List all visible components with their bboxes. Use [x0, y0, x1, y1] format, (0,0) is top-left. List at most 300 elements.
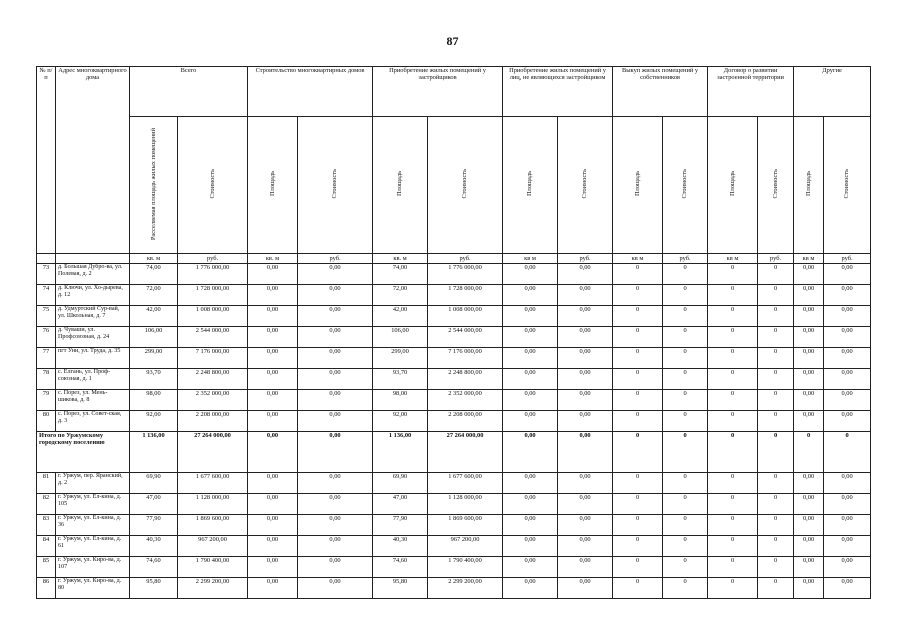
subheader-area: Площадь: [248, 117, 298, 254]
row-value: 0: [708, 285, 758, 306]
row-value: 0,00: [794, 557, 824, 578]
subheader-cost: Стоимость: [663, 117, 708, 254]
row-value: 0: [758, 390, 794, 411]
row-value: 0: [663, 327, 708, 348]
row-value: 0: [663, 369, 708, 390]
row-value: 0,00: [503, 306, 558, 327]
row-value: 27 264 000,00: [428, 432, 503, 473]
row-value: 0: [613, 536, 663, 557]
row-value: 0: [663, 473, 708, 494]
row-address: г. Уржум, ул. Киро-ва, д. 80: [56, 578, 130, 599]
row-value: 0: [708, 327, 758, 348]
subheader-cost: Стоимость: [558, 117, 613, 254]
row-value: 0,00: [248, 557, 298, 578]
row-value: 1 776 000,00: [428, 264, 503, 285]
row-value: 0,00: [824, 348, 871, 369]
row-value: 0,00: [824, 536, 871, 557]
row-value: 1 869 600,00: [428, 515, 503, 536]
row-value: 0,00: [824, 264, 871, 285]
unit-cell-empty: [56, 254, 130, 264]
row-value: 0,00: [558, 390, 613, 411]
row-value: 92,00: [373, 411, 428, 432]
total-label: Итого по Уржумскому городскому поселению: [37, 432, 130, 473]
row-value: 0: [758, 578, 794, 599]
row-value: 47,00: [130, 494, 178, 515]
row-value: 0: [663, 411, 708, 432]
row-value: 74,60: [373, 557, 428, 578]
unit-rub: руб.: [178, 254, 248, 264]
unit-rub: руб.: [298, 254, 373, 264]
row-value: 967 200,00: [428, 536, 503, 557]
row-address: г. Уржум, ул. Киро-ва, д. 107: [56, 557, 130, 578]
row-value: 0,00: [298, 473, 373, 494]
row-value: 0: [708, 411, 758, 432]
row-value: 0: [758, 432, 794, 473]
row-value: 0: [613, 369, 663, 390]
row-value: 0,00: [503, 390, 558, 411]
row-value: 0: [708, 536, 758, 557]
row-number: 79: [37, 390, 56, 411]
unit-rub: руб.: [824, 254, 871, 264]
row-value: 0,00: [824, 285, 871, 306]
row-value: 0,00: [794, 536, 824, 557]
row-value: 72,00: [373, 285, 428, 306]
row-value: 0: [663, 494, 708, 515]
row-value: 0,00: [558, 515, 613, 536]
row-value: 0,00: [824, 578, 871, 599]
row-value: 0: [663, 536, 708, 557]
row-value: 27 264 000,00: [178, 432, 248, 473]
unit-rub: руб.: [758, 254, 794, 264]
row-value: 77,90: [373, 515, 428, 536]
subheader-area: Площадь: [613, 117, 663, 254]
row-value: 42,00: [130, 306, 178, 327]
row-value: 0,00: [298, 578, 373, 599]
row-value: 0: [613, 578, 663, 599]
row-value: 0,00: [298, 515, 373, 536]
row-value: 1 128 000,00: [428, 494, 503, 515]
row-value: 0,00: [503, 264, 558, 285]
row-value: 1 869 600,00: [178, 515, 248, 536]
row-address: с. Порез, ул. Мень-шикова, д. 8: [56, 390, 130, 411]
row-number: 82: [37, 494, 56, 515]
row-value: 0,00: [558, 306, 613, 327]
unit-area: кв м: [708, 254, 758, 264]
row-value: 95,80: [130, 578, 178, 599]
table-row: [37, 536, 871, 557]
resettlement-table: [36, 66, 871, 599]
row-value: 1 790 400,00: [428, 557, 503, 578]
row-value: 0,00: [824, 557, 871, 578]
row-value: 0,00: [558, 473, 613, 494]
resettlement-table-container: [36, 66, 870, 599]
header-group-total: Всего: [130, 67, 248, 117]
row-value: 0,00: [824, 306, 871, 327]
header-address: Адрес многоквартирного дома: [56, 67, 130, 254]
unit-area: кв м: [503, 254, 558, 264]
row-value: 2 299 200,00: [428, 578, 503, 599]
row-value: 95,80: [373, 578, 428, 599]
row-value: 0: [758, 536, 794, 557]
row-value: 0: [824, 432, 871, 473]
row-value: 967 200,00: [178, 536, 248, 557]
row-value: 2 352 000,00: [428, 390, 503, 411]
table-row: [37, 473, 871, 494]
unit-area: кв. м: [373, 254, 428, 264]
row-value: 0,00: [248, 369, 298, 390]
row-value: 0: [663, 348, 708, 369]
row-number: 76: [37, 327, 56, 348]
subheader-area: Площадь: [503, 117, 558, 254]
row-value: 0,00: [248, 578, 298, 599]
row-value: 0,00: [794, 390, 824, 411]
row-value: 0: [758, 285, 794, 306]
row-value: 1 677 600,00: [428, 473, 503, 494]
table-row: [37, 285, 871, 306]
row-number: 81: [37, 473, 56, 494]
row-value: 69,90: [130, 473, 178, 494]
subheader-area: Площадь: [794, 117, 824, 254]
row-value: 0,00: [794, 369, 824, 390]
row-value: 0: [758, 306, 794, 327]
row-value: 2 248 800,00: [428, 369, 503, 390]
row-value: 74,00: [130, 264, 178, 285]
row-value: 0,00: [794, 348, 824, 369]
row-value: 0,00: [794, 264, 824, 285]
unit-area: кв. м: [248, 254, 298, 264]
row-value: 0,00: [248, 411, 298, 432]
row-value: 0,00: [248, 264, 298, 285]
row-value: 0,00: [503, 536, 558, 557]
row-value: 0,00: [248, 473, 298, 494]
row-value: 106,00: [130, 327, 178, 348]
row-address: с. Елгань, ул. Проф-союзная, д. 1: [56, 369, 130, 390]
row-value: 0,00: [558, 432, 613, 473]
row-value: 0: [708, 432, 758, 473]
row-number: 73: [37, 264, 56, 285]
row-value: 0,00: [298, 411, 373, 432]
row-value: 0: [613, 515, 663, 536]
row-value: 0,00: [824, 390, 871, 411]
row-address: г. Уржум, ул. Ел-кина, д. 36: [56, 515, 130, 536]
row-value: 0,00: [503, 411, 558, 432]
row-address: пгт Уни, ул. Труда, д. 35: [56, 348, 130, 369]
row-value: 0,00: [558, 285, 613, 306]
row-value: 0: [613, 432, 663, 473]
row-value: 0: [758, 369, 794, 390]
table-row: [37, 306, 871, 327]
row-value: 0,00: [503, 578, 558, 599]
header-group-purchase-non-developers: Приобретение жилых помещений у лиц, не являющихся застройщиком: [503, 67, 613, 117]
row-value: 0,00: [298, 536, 373, 557]
row-value: 72,00: [130, 285, 178, 306]
row-value: 0,00: [794, 494, 824, 515]
row-value: 98,00: [130, 390, 178, 411]
row-value: 0,00: [248, 515, 298, 536]
row-value: 1 790 400,00: [178, 557, 248, 578]
row-value: 0,00: [298, 557, 373, 578]
row-value: 40,30: [130, 536, 178, 557]
row-value: 0,00: [503, 473, 558, 494]
row-value: 47,00: [373, 494, 428, 515]
row-address: г. Уржум, пер. Яранский, д. 2: [56, 473, 130, 494]
row-number: 80: [37, 411, 56, 432]
row-value: 40,30: [373, 536, 428, 557]
row-value: 0,00: [503, 285, 558, 306]
row-value: 0,00: [794, 578, 824, 599]
row-value: 299,00: [130, 348, 178, 369]
table-row: [37, 578, 871, 599]
row-value: 0: [758, 515, 794, 536]
row-value: 2 544 000,00: [178, 327, 248, 348]
row-value: 0: [708, 306, 758, 327]
row-address: г. Уржум, ул. Ел-кина, д. 105: [56, 494, 130, 515]
subheader-area: Площадь: [708, 117, 758, 254]
row-value: 0,00: [248, 494, 298, 515]
row-value: 0,00: [558, 557, 613, 578]
row-value: 0,00: [503, 348, 558, 369]
row-value: 1 128 000,00: [178, 494, 248, 515]
row-value: 0: [663, 390, 708, 411]
row-value: 0: [708, 473, 758, 494]
row-address: с. Порез, ул. Совет-ская, д. 3: [56, 411, 130, 432]
row-value: 0,00: [824, 411, 871, 432]
row-address: г. Уржум, ул. Ел-кина, д. 61: [56, 536, 130, 557]
table-body-section-b: [37, 473, 871, 599]
row-number: 83: [37, 515, 56, 536]
row-value: 2 544 000,00: [428, 327, 503, 348]
row-value: 0: [613, 494, 663, 515]
subheader-resettled-area: Расселяемая площадь жилых помещений: [130, 117, 178, 254]
row-value: 74,60: [130, 557, 178, 578]
row-number: 84: [37, 536, 56, 557]
row-value: 0,00: [558, 264, 613, 285]
row-value: 0,00: [794, 411, 824, 432]
row-value: 0: [663, 515, 708, 536]
row-value: 0,00: [558, 411, 613, 432]
subheader-cost: Стоимость: [178, 117, 248, 254]
row-value: 1 136,00: [130, 432, 178, 473]
subheader-cost: Стоимость: [428, 117, 503, 254]
subheader-cost: Стоимость: [824, 117, 871, 254]
row-value: 1 136,00: [373, 432, 428, 473]
row-value: 299,00: [373, 348, 428, 369]
row-value: 0,00: [558, 369, 613, 390]
row-value: 0: [758, 473, 794, 494]
row-value: 0,00: [824, 327, 871, 348]
row-address: д. Удмуртский Сур-вай, ул. Школьная, д. 7: [56, 306, 130, 327]
row-value: 0,00: [298, 327, 373, 348]
header-group-buyout: Выкуп жилых помещений у собственников: [613, 67, 708, 117]
table-row: [37, 494, 871, 515]
unit-area: кв. м: [130, 254, 178, 264]
row-value: 7 176 000,00: [428, 348, 503, 369]
table-body-total: [37, 432, 871, 473]
header-group-territory-development: Договор о развитии застроенной территории: [708, 67, 794, 117]
row-value: 0: [708, 557, 758, 578]
row-value: 0: [663, 578, 708, 599]
table-row: [37, 369, 871, 390]
row-value: 0,00: [503, 327, 558, 348]
row-value: 0,00: [503, 369, 558, 390]
subheader-cost: Стоимость: [758, 117, 794, 254]
row-value: 0,00: [298, 369, 373, 390]
row-value: 93,70: [130, 369, 178, 390]
row-value: 0,00: [824, 515, 871, 536]
row-value: 0,00: [824, 473, 871, 494]
row-value: 0: [613, 473, 663, 494]
row-value: 0: [794, 432, 824, 473]
unit-area: кв м: [794, 254, 824, 264]
row-value: 0: [708, 515, 758, 536]
unit-rub: руб.: [558, 254, 613, 264]
row-value: 0,00: [558, 327, 613, 348]
row-value: 0,00: [794, 306, 824, 327]
subheader-cost: Стоимость: [298, 117, 373, 254]
row-value: 0,00: [558, 494, 613, 515]
table-row: [37, 348, 871, 369]
row-value: 92,00: [130, 411, 178, 432]
row-value: 42,00: [373, 306, 428, 327]
row-value: 0,00: [794, 515, 824, 536]
table-row: [37, 515, 871, 536]
row-value: 0,00: [794, 285, 824, 306]
row-value: 74,00: [373, 264, 428, 285]
row-value: 2 352 000,00: [178, 390, 248, 411]
row-address: д. Чуваши, ул. Профсоюзная, д. 24: [56, 327, 130, 348]
row-value: 0: [663, 285, 708, 306]
row-value: 93,70: [373, 369, 428, 390]
row-value: 2 248 800,00: [178, 369, 248, 390]
row-value: 0,00: [503, 494, 558, 515]
row-value: 1 728 000,00: [178, 285, 248, 306]
row-address: д. Большая Дубро-ва, ул. Полевая, д. 2: [56, 264, 130, 285]
header-num: № п/п: [37, 67, 56, 254]
unit-area: кв м: [613, 254, 663, 264]
row-value: 1 008 000,00: [178, 306, 248, 327]
row-value: 0: [613, 285, 663, 306]
row-value: 0,00: [558, 578, 613, 599]
row-value: 0,00: [248, 536, 298, 557]
row-value: 0,00: [298, 348, 373, 369]
row-address: д. Ключи, ул. Хо-дырева, д. 12: [56, 285, 130, 306]
row-value: 0: [663, 306, 708, 327]
row-value: 0: [663, 557, 708, 578]
row-value: 0: [758, 557, 794, 578]
row-value: 2 299 200,00: [178, 578, 248, 599]
row-value: 0: [708, 390, 758, 411]
row-value: 0,00: [503, 432, 558, 473]
row-value: 0,00: [298, 264, 373, 285]
row-value: 0: [758, 494, 794, 515]
row-value: 0: [758, 327, 794, 348]
table-header: [37, 67, 871, 264]
row-value: 0: [613, 390, 663, 411]
row-value: 0: [613, 348, 663, 369]
row-value: 0,00: [248, 432, 298, 473]
row-value: 0: [708, 264, 758, 285]
row-value: 0,00: [794, 473, 824, 494]
row-value: 0,00: [248, 348, 298, 369]
row-value: 0,00: [503, 515, 558, 536]
row-value: 0,00: [824, 369, 871, 390]
row-value: 0: [663, 432, 708, 473]
row-number: 75: [37, 306, 56, 327]
row-value: 0: [613, 411, 663, 432]
row-value: 0,00: [248, 390, 298, 411]
row-value: 69,90: [373, 473, 428, 494]
row-value: 0: [708, 578, 758, 599]
subheader-area: Площадь: [373, 117, 428, 254]
row-value: 0,00: [558, 348, 613, 369]
row-value: 1 008 000,00: [428, 306, 503, 327]
row-value: 0: [758, 264, 794, 285]
table-body-section-a: [37, 264, 871, 432]
row-value: 0: [758, 411, 794, 432]
row-value: 0,00: [248, 285, 298, 306]
row-value: 0,00: [248, 306, 298, 327]
row-value: 0,00: [248, 327, 298, 348]
table-row: [37, 390, 871, 411]
row-value: 0: [613, 557, 663, 578]
row-value: 77,90: [130, 515, 178, 536]
row-value: 0: [613, 264, 663, 285]
row-value: 0,00: [298, 306, 373, 327]
row-value: 1 677 600,00: [178, 473, 248, 494]
row-value: 0: [708, 348, 758, 369]
row-value: 0: [708, 494, 758, 515]
row-value: 0,00: [503, 557, 558, 578]
row-number: 86: [37, 578, 56, 599]
unit-cell-empty: [37, 254, 56, 264]
row-value: 106,00: [373, 327, 428, 348]
table-row: [37, 264, 871, 285]
unit-rub: руб.: [663, 254, 708, 264]
header-group-purchase-developers: Приобретение жилых помещений у застройщиков: [373, 67, 503, 117]
row-value: 0,00: [794, 327, 824, 348]
row-value: 1 728 000,00: [428, 285, 503, 306]
row-value: 0,00: [824, 494, 871, 515]
row-number: 85: [37, 557, 56, 578]
page-number: 87: [446, 34, 459, 48]
table-row: [37, 411, 871, 432]
total-row: [37, 432, 871, 473]
row-value: 2 208 000,00: [178, 411, 248, 432]
row-value: 0: [613, 306, 663, 327]
row-value: 0: [758, 348, 794, 369]
row-value: 1 776 000,00: [178, 264, 248, 285]
row-value: 0,00: [298, 432, 373, 473]
header-group-construction: Строительство многоквартирных домов: [248, 67, 373, 117]
row-value: 0: [613, 327, 663, 348]
row-number: 78: [37, 369, 56, 390]
row-value: 0: [663, 264, 708, 285]
row-value: 2 208 000,00: [428, 411, 503, 432]
table-row: [37, 327, 871, 348]
row-value: 0,00: [298, 494, 373, 515]
row-value: 0: [708, 369, 758, 390]
unit-rub: руб.: [428, 254, 503, 264]
row-value: 0,00: [298, 285, 373, 306]
row-value: 0,00: [558, 536, 613, 557]
row-value: 0,00: [298, 390, 373, 411]
row-number: 77: [37, 348, 56, 369]
row-number: 74: [37, 285, 56, 306]
row-value: 7 176 000,00: [178, 348, 248, 369]
header-group-other: Другие: [794, 67, 871, 117]
row-value: 98,00: [373, 390, 428, 411]
table-row: [37, 557, 871, 578]
